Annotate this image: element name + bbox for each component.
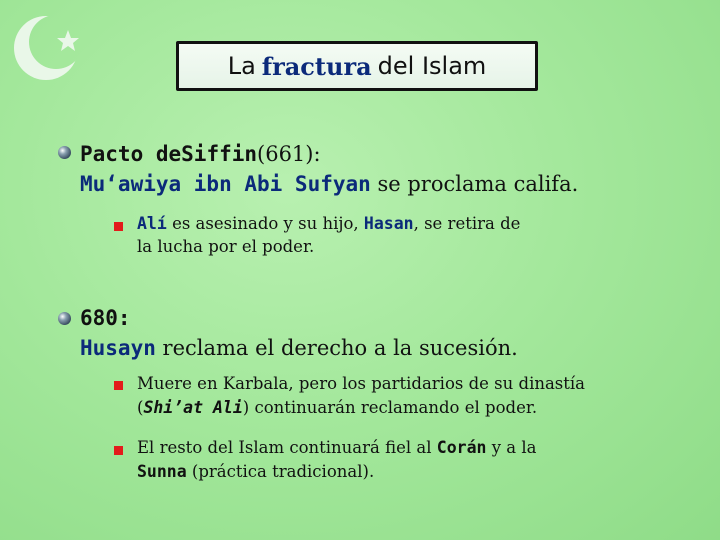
section1-heading xyxy=(80,142,321,166)
section2-sub2-bold: Corán xyxy=(436,438,487,457)
sub-bullet-icon xyxy=(114,446,123,455)
section2-sub1-line1: Muere en Karbala, pero los partidarios de su dinastía xyxy=(137,374,586,393)
section2-heading xyxy=(80,306,131,330)
section2-sub1-text: ) continuarán reclamando el poder. xyxy=(242,398,538,417)
section1-line2-rest: se proclama califa. xyxy=(377,172,579,196)
sub-bullet-icon xyxy=(114,222,123,231)
section2-sub2-line2 xyxy=(137,462,374,481)
section1-line2-bold: Mu‘awiya ibn Abi Sufyan xyxy=(80,172,371,196)
sub-bullet-icon xyxy=(114,381,123,390)
section1-sub-text: es asesinado y su hijo, xyxy=(172,214,359,233)
section1-sub-line1 xyxy=(137,214,520,233)
section2-sub2-bbold: Sunna xyxy=(137,462,187,481)
section2-sub2-btext: (práctica tradicional). xyxy=(191,462,375,481)
section1-heading-place: Siffin xyxy=(181,142,258,166)
crescent-star-icon xyxy=(10,8,90,88)
bullet-icon xyxy=(58,312,71,325)
section2-line2-bold: Husayn xyxy=(80,336,156,360)
section1-sub-line2: la lucha por el poder. xyxy=(137,237,315,256)
title-post: del Islam xyxy=(377,52,487,80)
section1-line2 xyxy=(80,172,578,196)
section2-sub1-open: ( xyxy=(137,398,144,417)
slide-title xyxy=(176,41,538,91)
section1-heading-rest: (661): xyxy=(257,142,321,166)
title-pre: La xyxy=(227,52,256,80)
section2-sub2-text: El resto del Islam continuará fiel al xyxy=(137,438,432,457)
section1-sub-bold2: Hasan xyxy=(363,214,414,233)
section1-sub-bold: Alí xyxy=(137,214,167,233)
section2-sub1-bold: Shi’at Ali xyxy=(143,398,243,417)
section2-heading-bold: 680: xyxy=(80,306,131,330)
section2-line2-rest: reclama el derecho a la sucesión. xyxy=(162,336,518,360)
section2-sub1-line2 xyxy=(137,398,537,417)
section1-sub-text2: , se retira de xyxy=(413,214,521,233)
section2-sub2-line1 xyxy=(137,438,536,457)
title-highlight: fractura xyxy=(261,51,372,81)
section2-sub2-text2: y a la xyxy=(491,438,537,457)
section1-heading-bold: Pacto de xyxy=(80,142,182,166)
section2-line2 xyxy=(80,336,518,360)
bullet-icon xyxy=(58,146,71,159)
